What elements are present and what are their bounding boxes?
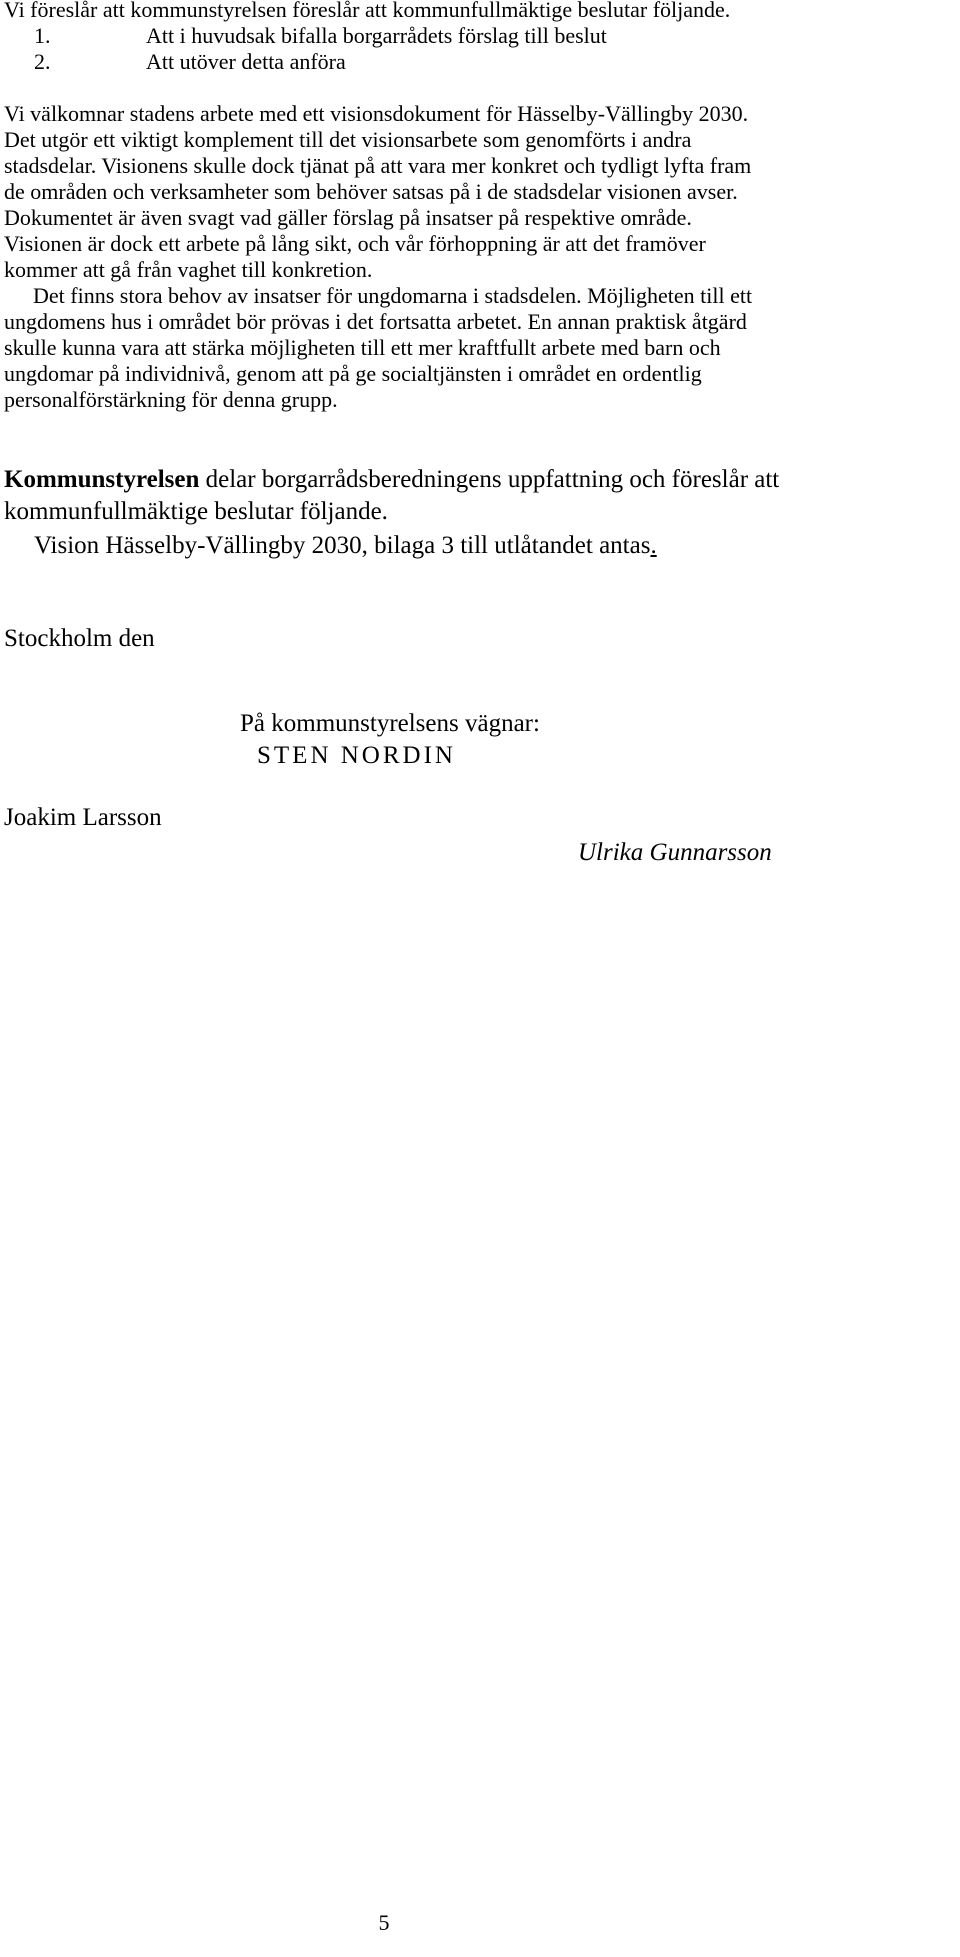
paragraph-line: ungdomar på individnivå, genom att på ge socialtjänsten i området en ordentlig	[4, 361, 702, 386]
right-signer: Ulrika Gunnarsson	[578, 839, 772, 866]
paragraph-line: skulle kunna vara att stärka möjligheten till ett mer kraftfullt arbete med barn och	[4, 335, 721, 360]
chair-name: STEN NORDIN	[257, 742, 456, 769]
decision-line: kommunfullmäktige beslutar följande.	[4, 498, 388, 525]
decision-resolution-end: .	[650, 532, 657, 559]
list-item-number: 2.	[34, 49, 51, 74]
decision-text: delar borgarrådsberedningens uppfattning och föreslår att	[199, 466, 780, 493]
paragraph-line: ungdomens hus i området bör prövas i det fortsatta arbetet. En annan praktisk åtgärd	[4, 309, 747, 334]
paragraph-line: Visionen är dock ett arbete på lång sikt, och vår förhoppning är att det framöver	[4, 231, 706, 256]
paragraph-line: stadsdelar. Visionens skulle dock tjänat på att vara mer konkret och tydligt lyfta fram	[4, 153, 752, 178]
paragraph-line: Det finns stora behov av insatser för ungdomarna i stadsdelen. Möjligheten till ett	[33, 283, 753, 308]
on-behalf-label: På kommunstyrelsens vägnar:	[240, 710, 540, 737]
paragraph-line: Dokumentet är även svagt vad gäller förslag på insatser på respektive område.	[4, 205, 692, 230]
paragraph-line: Det utgör ett viktigt komplement till det visionsarbete som genomförts i andra	[4, 127, 692, 152]
list-item-text: Att i huvudsak bifalla borgarrådets förslag till beslut	[146, 23, 607, 48]
list-item-text: Att utöver detta anföra	[146, 49, 346, 74]
list-item-number: 1.	[34, 23, 51, 48]
paragraph-line: Vi välkomnar stadens arbete med ett visionsdokument för Hässelby-Vällingby 2030.	[4, 101, 749, 126]
decision-resolution: Vision Hässelby-Vällingby 2030, bilaga 3 till utlåtandet antas	[34, 532, 651, 559]
left-signer: Joakim Larsson	[4, 804, 162, 831]
intro-line: Vi föreslår att kommunstyrelsen föreslår att kommunfullmäktige beslutar följande.	[4, 0, 731, 22]
paragraph-line: personalförstärkning för denna grupp.	[4, 387, 338, 412]
paragraph-line: de områden och verksamheter som behöver satsas på i de stadsdelar visionen avser.	[4, 179, 738, 204]
decision-line	[4, 465, 779, 495]
page-number: 5	[378, 1910, 390, 1935]
paragraph-line: kommer att gå från vaghet till konkretion.	[4, 257, 373, 282]
decision-line	[34, 531, 657, 561]
decision-subject: Kommunstyrelsen	[4, 466, 200, 493]
place-date: Stockholm den	[4, 625, 155, 652]
